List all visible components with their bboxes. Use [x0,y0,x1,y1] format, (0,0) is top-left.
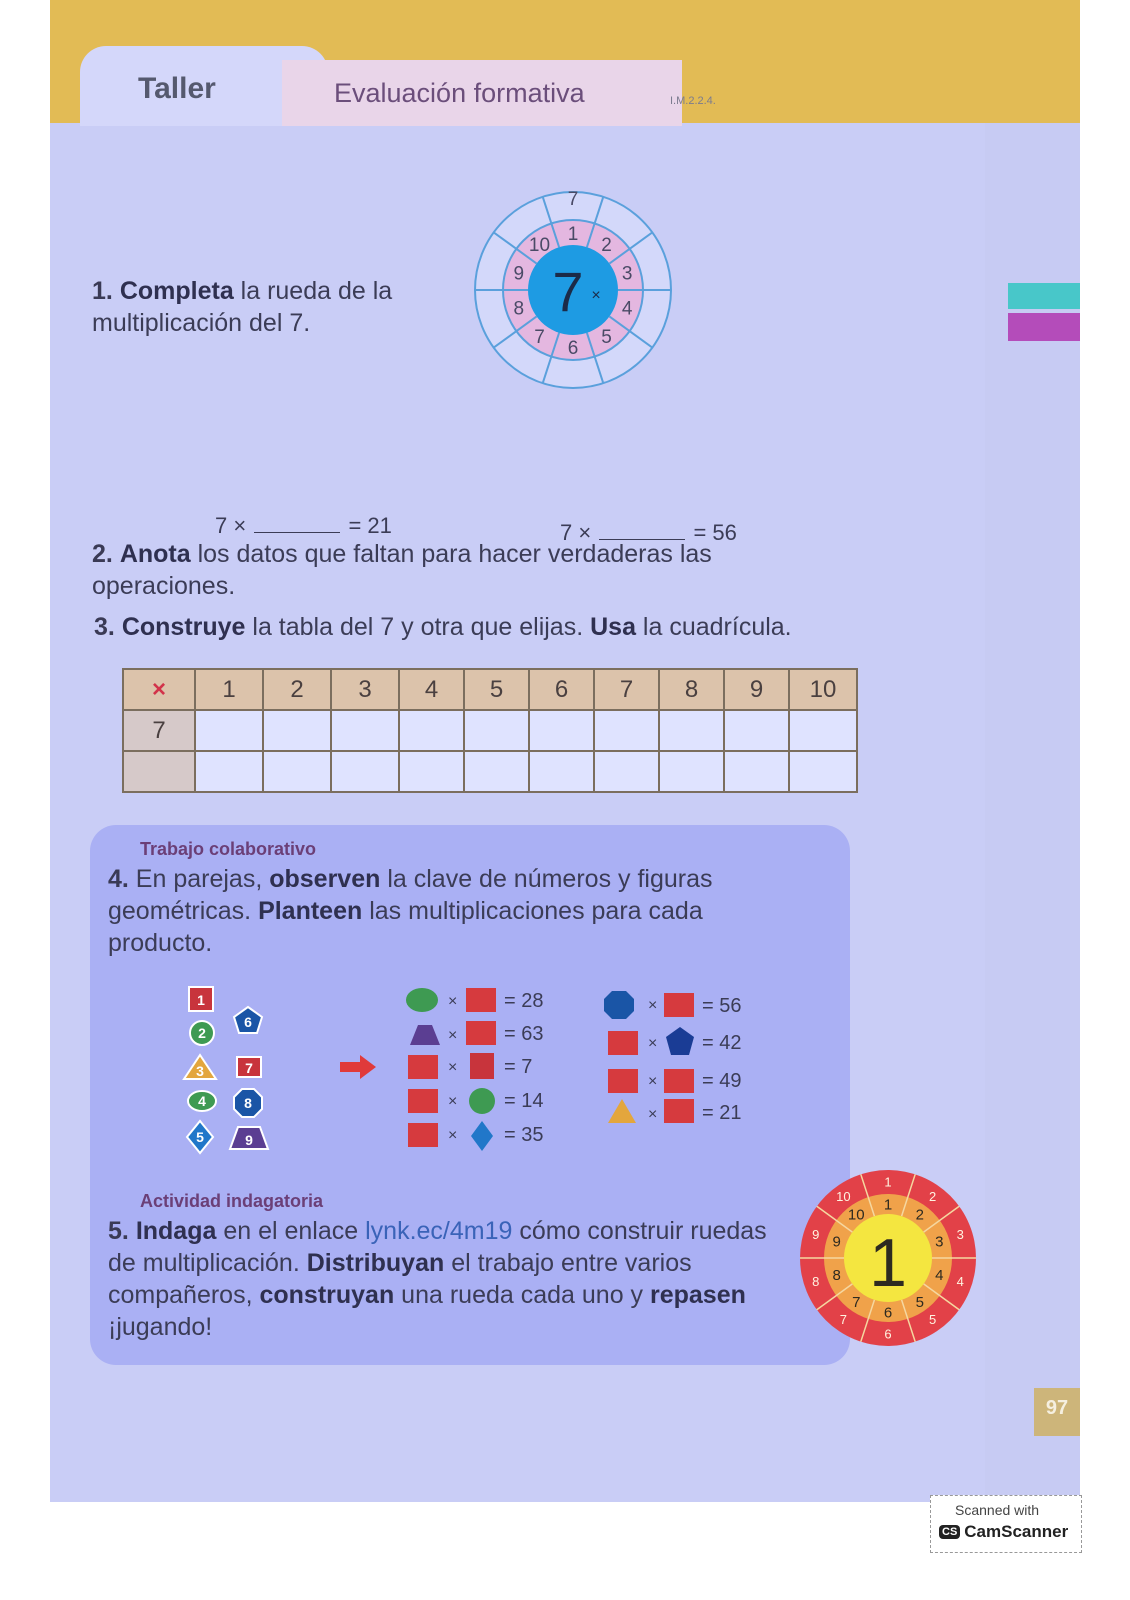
grid-row-7 [123,710,857,751]
wheel-1-number: 8 [812,1274,820,1290]
grid-header-cell: 6 [529,669,594,710]
grid-cell[interactable] [594,710,659,751]
question-number: 3. [94,613,115,641]
question-number: 4. [108,865,129,893]
multiplication-wheel-7 [470,183,680,398]
grid-cell[interactable] [464,710,529,751]
equation-2 [560,520,737,546]
question-text: las multiplicaciones para cada producto. [108,897,703,957]
activity-link[interactable]: lynk.ec/4m19 [365,1217,513,1245]
watermark-line-2 [939,1522,1068,1542]
question-text: ¡jugando! [108,1313,213,1341]
curriculum-code: I.M.2.2.4. [670,95,716,107]
question-text: los datos que faltan para hacer verdaderas las operaciones. [92,540,712,600]
products-column-1 [400,985,570,1155]
question-2 [92,538,852,602]
wheel-1-number: 3 [956,1227,964,1243]
product-56: = 56 [702,995,742,1017]
question-text: el trabajo entre varios compañeros, [108,1249,692,1309]
grid-cell[interactable] [195,710,263,751]
grid-cell[interactable] [195,751,263,792]
wheel-1-number: 1 [884,1174,892,1190]
wheel-inner-number: 3 [621,263,633,285]
wheel-inner-number: 6 [567,338,579,359]
grid-cell[interactable] [789,710,857,751]
key-label: 6 [244,1014,252,1030]
equation-right: = 21 [348,513,392,538]
question-4 [108,863,758,959]
wheel-1-number: 10 [847,1206,865,1224]
grid-header-cell: 1 [195,669,263,710]
wheel-1-center: 1 [869,1225,907,1301]
camscanner-logo-icon: CS [939,1525,960,1539]
tab-label: Evaluación formativa [334,78,585,108]
grid-row-label: 7 [123,710,195,751]
grid-cell[interactable] [529,710,594,751]
wheel-inner-number: 9 [513,263,525,285]
section-title-collab: Trabajo colaborativo [140,839,317,859]
grid-header-cell: 7 [594,669,659,710]
times-sign: × [448,1127,458,1144]
grid-cell[interactable] [789,751,857,792]
question-text: en el enlace [216,1217,366,1245]
grid-cell[interactable] [263,710,331,751]
wheel-inner-number: 5 [601,327,612,349]
answer-blank-2[interactable] [599,539,685,540]
instruction-verb: Completa [119,277,234,305]
times-sign: × [448,1059,458,1076]
question-number: 5. [108,1217,129,1245]
section-title-indagatoria: Actividad indagatoria [140,1191,324,1211]
instruction-verb: Planteen [258,897,363,925]
grid-cell[interactable] [724,751,789,792]
product-42: = 42 [702,1032,742,1054]
stripe-magenta [1008,313,1080,341]
product-21: = 21 [702,1102,742,1124]
wheel-1-number: 4 [956,1274,964,1290]
wheel-1-number: 5 [929,1312,937,1328]
instruction-verb: Usa [590,613,636,641]
wheel-center-number: 7 [552,260,584,323]
grid-cell[interactable] [331,751,399,792]
question-number: 1. [92,277,113,305]
wheel-1-number: 9 [812,1227,820,1243]
answer-blank-1[interactable] [254,532,340,533]
stripe-teal [1008,283,1080,309]
wheel-times-sign: × [591,287,601,304]
times-sign: × [448,1027,458,1044]
wheel-inner-number: 10 [528,234,551,256]
key-label: 7 [245,1060,253,1076]
question-text: la rueda de la multiplicación del 7. [92,277,393,337]
grid-header-cell: 3 [331,669,399,710]
multiplication-wheel-1 [795,1163,981,1353]
question-3 [94,611,894,643]
collaborative-box [90,825,850,1365]
wheel-1-number: 9 [832,1233,841,1251]
grid-header-cell: 8 [659,669,724,710]
tab-evaluacion[interactable] [282,60,682,126]
grid-cell[interactable] [399,751,464,792]
times-sign: × [648,1035,658,1052]
products-column-2 [600,987,770,1127]
grid-cell[interactable] [659,710,724,751]
wheel-1-number: 2 [929,1189,937,1205]
product-28: = 28 [504,990,544,1012]
wheel-1-number: 6 [883,1304,893,1322]
watermark-brand: CamScanner [964,1522,1069,1541]
grid-cell[interactable] [594,751,659,792]
times-sign: × [448,1093,458,1110]
product-49: = 49 [702,1070,742,1092]
wheel-1-number: 8 [832,1266,841,1284]
grid-header-cell: 9 [724,669,789,710]
key-label: 2 [198,1025,206,1041]
grid-corner: × [123,669,195,710]
times-sign: × [648,997,658,1014]
wheel-1-number: 2 [915,1206,924,1224]
product-63: = 63 [504,1023,544,1045]
camscanner-watermark [930,1495,1082,1553]
key-label: 1 [197,992,205,1008]
question-text: la clave de números y figuras geométricas. [108,865,713,925]
key-label: 5 [196,1129,204,1145]
instruction-verb: Distribuyan [306,1249,445,1277]
wheel-top-number: 7 [567,189,579,210]
wheel-1-number: 6 [884,1326,892,1342]
key-label: 8 [244,1095,252,1111]
grid-cell[interactable] [529,751,594,792]
grid-cell[interactable] [464,751,529,792]
instruction-verb: Indaga [135,1217,217,1245]
key-label: 9 [245,1132,253,1148]
watermark-line-1: Scanned with [955,1502,1040,1518]
wheel-inner-number: 4 [621,298,633,320]
wheel-inner-number: 7 [534,327,545,349]
grid-header-cell: 2 [263,669,331,710]
grid-cell[interactable] [331,710,399,751]
key-label: 4 [198,1093,206,1109]
instruction-verb: Construye [121,613,246,641]
key-label: 3 [196,1063,204,1079]
instruction-verb: construyan [259,1281,395,1309]
grid-cell[interactable] [399,710,464,751]
page-number: 97 [1034,1388,1080,1436]
question-number: 2. [92,540,113,568]
wheel-1-number: 7 [839,1312,847,1328]
workbook-page [50,123,1080,1502]
equation-left: 7 × [215,513,247,538]
product-35: = 35 [504,1124,544,1146]
product-7: = 7 [504,1056,533,1078]
wheel-1-number: 5 [915,1293,924,1311]
instruction-verb: observen [269,865,381,893]
question-text: En parejas, [128,865,270,893]
product-14: = 14 [504,1090,544,1112]
grid-header-cell: 10 [789,669,857,710]
question-text: la tabla del 7 y otra que elijas. [245,613,591,641]
times-sign: × [648,1073,658,1090]
equation-left: 7 × [560,520,592,545]
grid-row-label-empty[interactable] [123,751,195,792]
grid-header-cell: 5 [464,669,529,710]
grid-cell[interactable] [724,710,789,751]
times-sign: × [448,993,458,1010]
grid-header-row [123,669,857,710]
question-text: cómo construir ruedas de multiplicación. [108,1217,767,1277]
question-1 [92,275,412,339]
grid-header-cell: 4 [399,669,464,710]
grid-row-custom [123,751,857,792]
grid-cell[interactable] [659,751,724,792]
equation-right: = 56 [693,520,737,545]
question-text: la cuadrícula. [635,613,792,641]
multiplication-grid [122,668,858,793]
wheel-1-number: 1 [883,1196,893,1214]
wheel-inner-number: 1 [567,224,579,245]
page-photo [50,0,1080,1502]
instruction-verb: Anota [119,540,191,568]
equation-1 [215,513,392,539]
arrow-right-icon [338,1053,378,1081]
question-5 [108,1215,798,1343]
grid-cell[interactable] [263,751,331,792]
wheel-1-number: 4 [935,1266,944,1284]
wheel-1-number: 10 [836,1189,851,1205]
wheel-inner-number: 8 [513,298,525,320]
question-text: una rueda cada uno y [394,1281,650,1309]
wheel-1-number: 3 [935,1233,944,1251]
wheel-1-number: 7 [852,1293,861,1311]
instruction-verb: repasen [649,1281,746,1309]
wheel-inner-number: 2 [601,234,612,256]
shape-key [180,983,310,1163]
times-sign: × [648,1106,658,1123]
tab-label: Taller [138,72,216,105]
